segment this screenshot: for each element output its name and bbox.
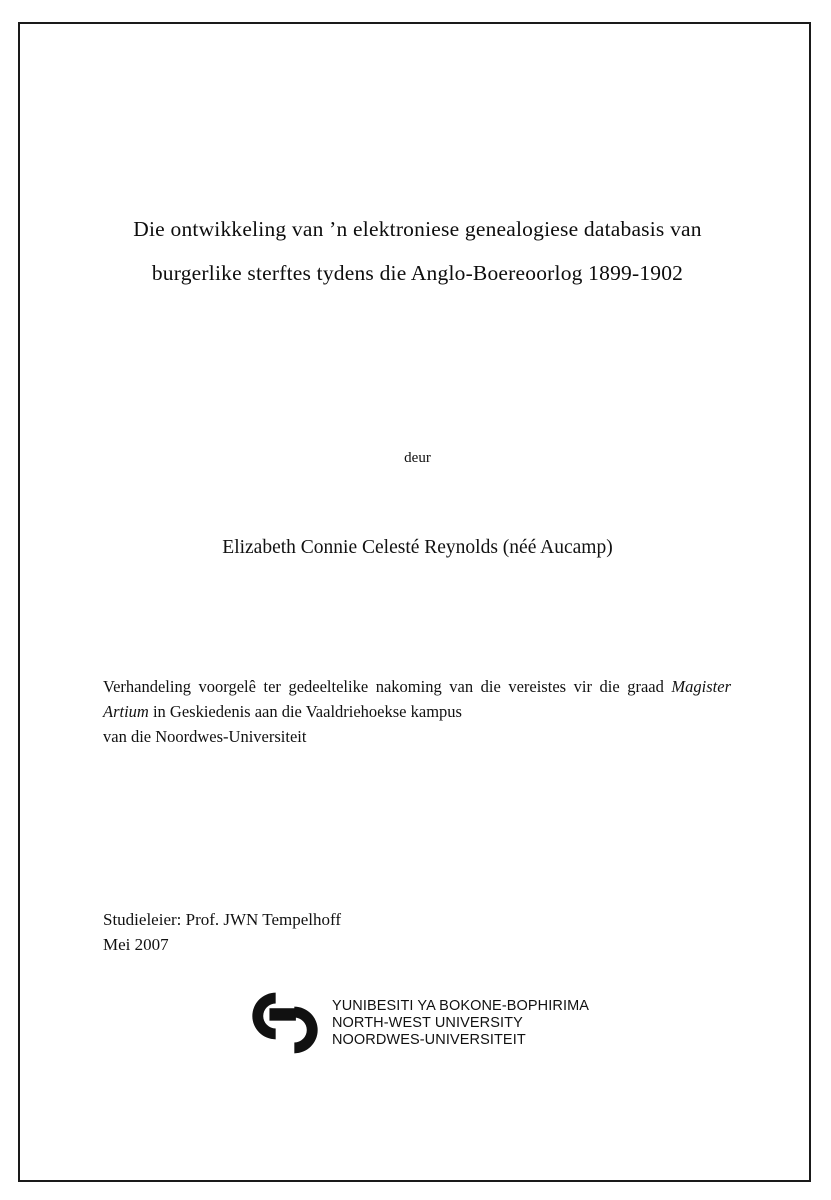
date-line: Mei 2007: [103, 935, 169, 954]
submission-statement: [103, 674, 731, 749]
supervisor-block: [103, 907, 703, 957]
author-name: Elizabeth Connie Celesté Reynolds (néé Aucamp): [222, 537, 613, 558]
page-title: [95, 207, 740, 295]
supervisor-line: Studieleier: Prof. JWN Tempelhoff: [103, 910, 342, 929]
nwu-logo-icon: [246, 988, 324, 1058]
title-line-2: burgerlike sterftes tydens die Anglo-Boereoorlog 1899-1902: [151, 261, 684, 285]
logo-text-line-3: NOORDWES-UNIVERSITEIT: [331, 1031, 526, 1048]
degree-name: Magister Artium: [103, 677, 731, 721]
logo-text-line-1: YUNIBESITI YA BOKONE-BOPHIRIMA: [331, 997, 590, 1014]
statement-part-2: in Geskiedenis aan die Vaaldriehoekse kampus: [148, 702, 462, 721]
logo-text-line-2: NORTH-WEST UNIVERSITY: [331, 1014, 523, 1031]
by-label: deur: [404, 450, 431, 466]
statement-part-1: Verhandeling voorgelê ter gedeeltelike nakoming van die vereistes vir die graad: [103, 677, 672, 696]
university-logo: [95, 988, 740, 1058]
university-logo-text: [332, 998, 589, 1049]
title-line-1: Die ontwikkeling van ’n elektroniese genealogiese databasis van: [133, 217, 702, 241]
statement-part-3: van die Noordwes-Universiteit: [103, 727, 307, 746]
page-content: [95, 22, 740, 1182]
